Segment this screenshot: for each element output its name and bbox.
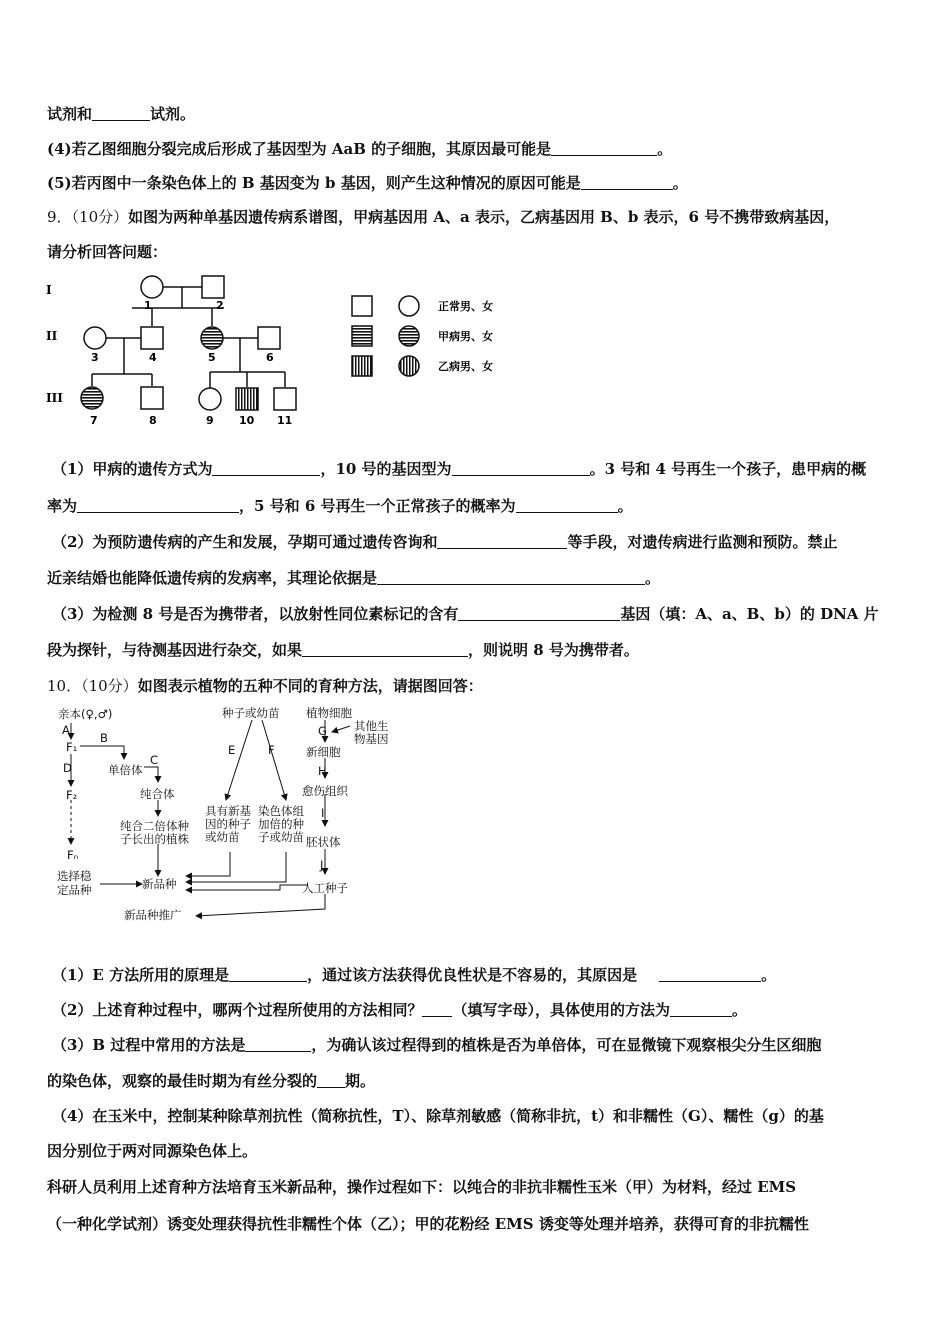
- legend-normal: 正常男、女: [438, 300, 493, 313]
- pedigree-chart: [40, 268, 520, 433]
- legend-disease-a: 甲病男、女: [438, 330, 493, 343]
- blank[interactable]: [229, 967, 307, 982]
- individual-10-male-disease-b: [236, 388, 258, 410]
- node-fn: Fₙ: [67, 848, 79, 862]
- node-plant-cell: 植物细胞: [306, 706, 352, 720]
- breeding-diagram: [50, 704, 410, 926]
- step-b: B: [100, 731, 108, 745]
- individual-label: 7: [90, 414, 98, 427]
- text-line-q4: (4)若乙图细胞分裂完成后形成了基因型为 AaB 的子细胞，其原因最可能是 。: [47, 140, 673, 158]
- individual-label: 2: [216, 299, 224, 312]
- q9-sub3-line2: 段为探针，与待测基因进行杂交，如果 ，则说明 8 号为携带者。: [47, 641, 639, 659]
- step-d: D: [63, 761, 72, 775]
- q10-sub4-line1: （4）在玉米中，控制某种除草剂抗性（简称抗性，T）、除草剂敏感（简称非抗，t）和非糯性（G）、糯性（g）的基: [52, 1107, 824, 1125]
- node-haploid: 单倍体: [108, 763, 143, 777]
- individual-2-male: [202, 276, 224, 298]
- step-f: F: [268, 743, 275, 757]
- blank[interactable]: [551, 141, 657, 156]
- q9-sub2-line2: 近亲结婚也能降低遗传病的发病率，其理论依据是 。: [47, 569, 661, 587]
- individual-8-male: [141, 387, 163, 409]
- node-new-cell: 新细胞: [306, 745, 341, 759]
- q10-sub1: （1）E 方法所用的原理是 ，通过该方法获得优良性状是不容易的，其原因是 。: [52, 966, 777, 984]
- q9-stem-line2: 请分析回答问题：: [47, 243, 168, 261]
- step-h: H: [318, 764, 327, 778]
- blank[interactable]: [437, 534, 567, 549]
- q10-sub3-line1: （3）B 过程中常用的方法是 ，为确认该过程得到的植株是否为单倍体，可在显微镜下观察根尖分生区细胞: [52, 1036, 822, 1054]
- node-new-gene: 具有新基: [205, 804, 251, 818]
- q9-sub1-line2: 率为 ，5 号和 6 号再生一个正常孩子的概率为 。: [47, 497, 633, 515]
- q10-number: 10．（10分）: [47, 677, 138, 695]
- node-other-gene-2: 物基因: [354, 732, 389, 746]
- node-polyploid: 染色体组: [258, 804, 304, 818]
- node-other-gene: 其他生: [354, 719, 389, 733]
- individual-5-female-disease-a: [201, 327, 223, 349]
- node-promotion: 新品种推广: [124, 908, 182, 922]
- blank[interactable]: [77, 498, 239, 513]
- individual-6-male: [258, 327, 280, 349]
- blank[interactable]: [670, 1002, 732, 1017]
- text-line-reagent: 试剂和 试剂。: [47, 105, 196, 123]
- node-f2: F₂: [66, 788, 78, 802]
- node-seed-seedling: 种子或幼苗: [222, 706, 280, 720]
- blank[interactable]: [377, 570, 645, 585]
- step-j: J: [320, 858, 324, 872]
- generation-label-3: III: [46, 391, 63, 405]
- blank[interactable]: [516, 498, 618, 513]
- individual-11-male: [274, 388, 296, 410]
- node-f1: F₁: [66, 740, 78, 754]
- blank[interactable]: [317, 1073, 345, 1088]
- generation-label-1: I: [46, 283, 52, 297]
- step-g: G: [318, 724, 327, 738]
- q10-sub2: （2）上述育种过程中，哪两个过程所使用的方法相同？ （填写字母），具体使用的方法为 。: [52, 1001, 747, 1019]
- q9-sub2-line1: （2）为预防遗传病的产生和发展，孕期可通过遗传咨询和 等手段，对遗传病进行监测和预防。禁止: [52, 533, 838, 551]
- individual-label: 9: [206, 414, 214, 427]
- blank[interactable]: [659, 967, 761, 982]
- node-embryoid: 胚状体: [306, 835, 341, 849]
- individual-4-male: [141, 327, 163, 349]
- blank[interactable]: [245, 1037, 311, 1052]
- q9-sub1-line1: （1）甲病的遗传方式为 ，10 号的基因型为 。3 号和 4 号再生一个孩子，患甲病的概: [52, 460, 867, 478]
- q9-sub3-line1: （3）为检测 8 号是否为携带者，以放射性同位素标记的含有 基因（填：A、a、B、b）的 DNA 片: [52, 605, 879, 623]
- individual-label: 6: [266, 351, 274, 364]
- individual-label: 11: [277, 414, 293, 427]
- individual-1-female: [141, 276, 163, 298]
- blank[interactable]: [212, 461, 320, 476]
- individual-label: 4: [149, 351, 157, 364]
- blank[interactable]: [458, 606, 620, 621]
- q9-stem-line1: 9．（10分）如图为两种单基因遗传病系谱图，甲病基因用 A、a 表示，乙病基因用 B、b 表示，6 号不携带致病基因，: [47, 208, 840, 226]
- q10-sub4-line4: （一种化学试剂）诱变处理获得抗性非糯性个体（乙）；甲的花粉经 EMS 诱变等处理并培养，获得可育的非抗糯性: [47, 1215, 809, 1233]
- q10-sub3-line2: 的染色体，观察的最佳时期为有丝分裂的 期。: [47, 1072, 376, 1090]
- legend-disease-b: 乙病男、女: [438, 360, 493, 373]
- node-new-gene-2: 因的种子: [205, 817, 251, 831]
- node-diploid-plant-2: 子长出的植株: [120, 832, 189, 846]
- node-callus: 愈伤组织: [302, 784, 348, 798]
- node-diploid-plant: 纯合二倍体种: [120, 819, 189, 833]
- node-select-stable-2: 定品种: [57, 883, 92, 897]
- individual-7-female-disease-a: [81, 387, 103, 409]
- individual-3-female: [84, 327, 106, 349]
- q10-sub4-line3: 科研人员利用上述育种方法培育玉米新品种，操作过程如下：以纯合的非抗非糯性玉米（甲）为材料，经过 EMS: [47, 1178, 797, 1196]
- individual-label: 1: [144, 299, 152, 312]
- individual-9-female: [199, 388, 221, 410]
- node-select-stable: 选择稳: [57, 869, 92, 883]
- individual-label: 3: [91, 351, 99, 364]
- node-artificial-seed: 人工种子: [302, 881, 348, 895]
- q10-stem: 10．（10分）如图表示植物的五种不同的育种方法，请据图回答：: [47, 677, 483, 695]
- node-new-gene-3: 或幼苗: [205, 830, 240, 844]
- step-a: A: [62, 723, 70, 737]
- blank[interactable]: [302, 642, 468, 657]
- blank[interactable]: [422, 1002, 452, 1017]
- individual-label: 8: [149, 414, 157, 427]
- step-c: C: [150, 753, 159, 767]
- text-line-q5: (5)若丙图中一条染色体上的 B 基因变为 b 基因，则产生这种情况的原因可能是 。: [47, 174, 688, 192]
- step-e: E: [228, 743, 236, 757]
- node-polyploid-2: 加倍的种: [258, 817, 304, 831]
- blank[interactable]: [581, 175, 673, 190]
- node-new-variety: 新品种: [142, 877, 177, 891]
- node-polyploid-3: 子或幼苗: [258, 830, 304, 844]
- blank[interactable]: [92, 106, 150, 121]
- generation-label-2: II: [46, 329, 58, 343]
- individual-label: 5: [208, 351, 216, 364]
- q10-sub4-line2: 因分别位于两对同源染色体上。: [47, 1142, 258, 1160]
- q9-number: 9．（10分）: [47, 208, 129, 226]
- pedigree-legend: [352, 296, 419, 376]
- step-i: I: [321, 806, 325, 820]
- individual-label: 10: [239, 414, 255, 427]
- node-pure-line: 纯合体: [140, 787, 175, 801]
- blank[interactable]: [452, 461, 590, 476]
- node-parents: 亲本(♀,♂): [58, 707, 113, 721]
